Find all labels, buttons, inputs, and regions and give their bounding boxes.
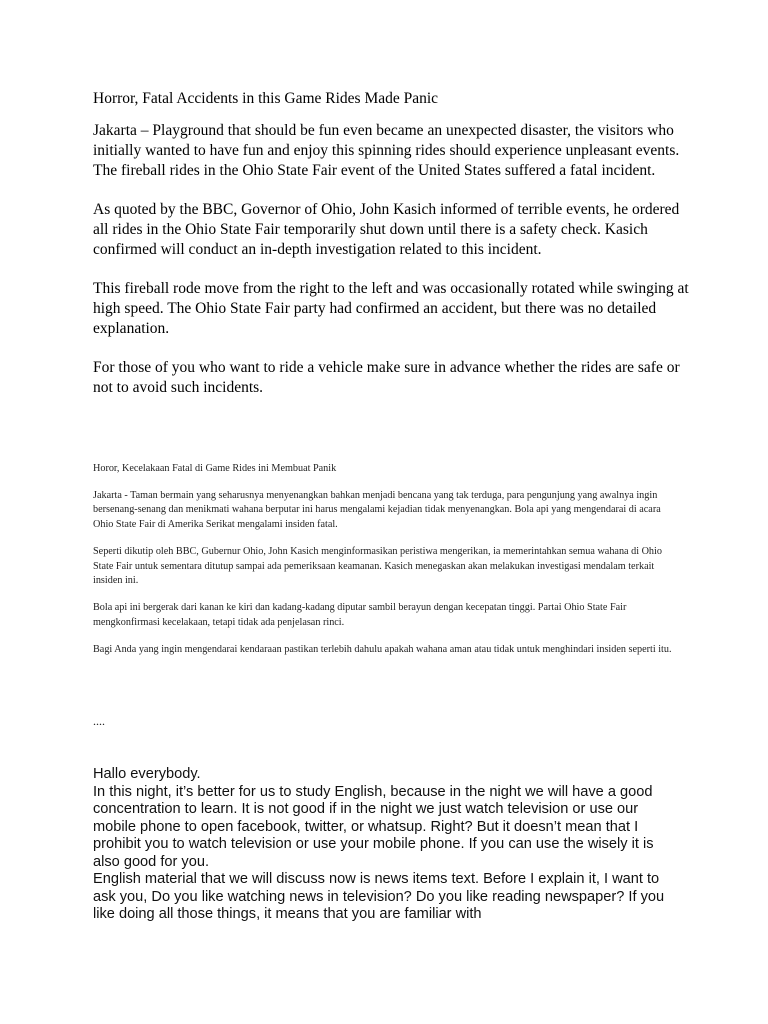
indonesian-paragraph-3: Bola api ini bergerak dari kanan ke kiri dan kadang-kadang diputar sambil berayun dengan kecepatan tinggi. Partai Ohio State Fair mengkonfirmasi kecelakaan, tetapi tidak ada penjelasan rinci. xyxy=(93,602,627,628)
indonesian-paragraph-2: Seperti dikutip oleh BBC, Gubernur Ohio, John Kasich menginformasikan peristiwa mengerikan, ia memerintahkan semua wahana di Ohio State Fair untuk sementara ditutup sampai ada pemeriksaan keamanan. Kasich menegaskan akan melakukan investigasi mendalam terkait insiden ini. xyxy=(93,546,662,587)
english-paragraph-2: As quoted by the BBC, Governor of Ohio, John Kasich informed of terrible events, he ordered all rides in the Ohio State Fair temporarily shut down until there is a safety check. Kasich confirmed will conduct an in-depth investigation related to this incident. xyxy=(93,201,680,258)
section-separator: .... xyxy=(93,714,105,728)
english-paragraph-3: This fireball rode move from the right to the left and was occasionally rotated while swinging at high speed. The Ohio State Fair party had confirmed an accident, but there was no detailed explanation. xyxy=(93,280,689,337)
indonesian-title: Horor, Kecelakaan Fatal di Game Rides ini Membuat Panik xyxy=(93,463,337,474)
english-article xyxy=(93,88,693,417)
english-paragraph-4: For those of you who want to ride a vehicle make sure in advance whether the rides are safe or not to avoid such incidents. xyxy=(93,359,680,396)
intro-greeting: Hallo everybody. xyxy=(93,766,201,782)
intro-paragraph-1: In this night, it’s better for us to study English, because in the night we will have a good concentration to learn. It is not good if in the night we just watch television or use our mobile phone to open facebook, twitter, or whatsup. Right? But it doesn’t mean that I prohibit you to watch television or use your mobile phone. If you can use the wisely it is also good for you. xyxy=(93,783,654,870)
english-title: Horror, Fatal Accidents in this Game Rides Made Panic xyxy=(93,90,439,107)
indonesian-article xyxy=(93,461,673,671)
english-paragraph-1: Jakarta – Playground that should be fun even became an unexpected disaster, the visitors who initially wanted to have fun and enjoy this spinning rides should experience unpleasant events. The fireball rides in the Ohio State Fair event of the United States suffered a fatal incident. xyxy=(93,122,680,179)
intro-paragraph-2: English material that we will discuss now is news items text. Before I explain it, I want to ask you, Do you like watching news in television? Do you like reading newspaper? If you like doing all those things, it means that you are familiar with xyxy=(93,871,665,922)
indonesian-paragraph-1: Jakarta - Taman bermain yang seharusnya menyenangkan bahkan menjadi bencana yang tak terduga, para pengunjung yang awalnya ingin bersenang-senang dan menikmati wahana berputar ini harus mengalami kejadian tidak menyenangkan. Bola api yang mengendarai di acara Ohio State Fair di Amerika Serikat mengalami insiden fatal. xyxy=(93,490,661,530)
indonesian-paragraph-4: Bagi Anda yang ingin mengendarai kendaraan pastikan terlebih dahulu apakah wahana aman atau tidak untuk menghindari insiden seperti itu. xyxy=(93,644,672,656)
intro-section xyxy=(93,766,673,924)
